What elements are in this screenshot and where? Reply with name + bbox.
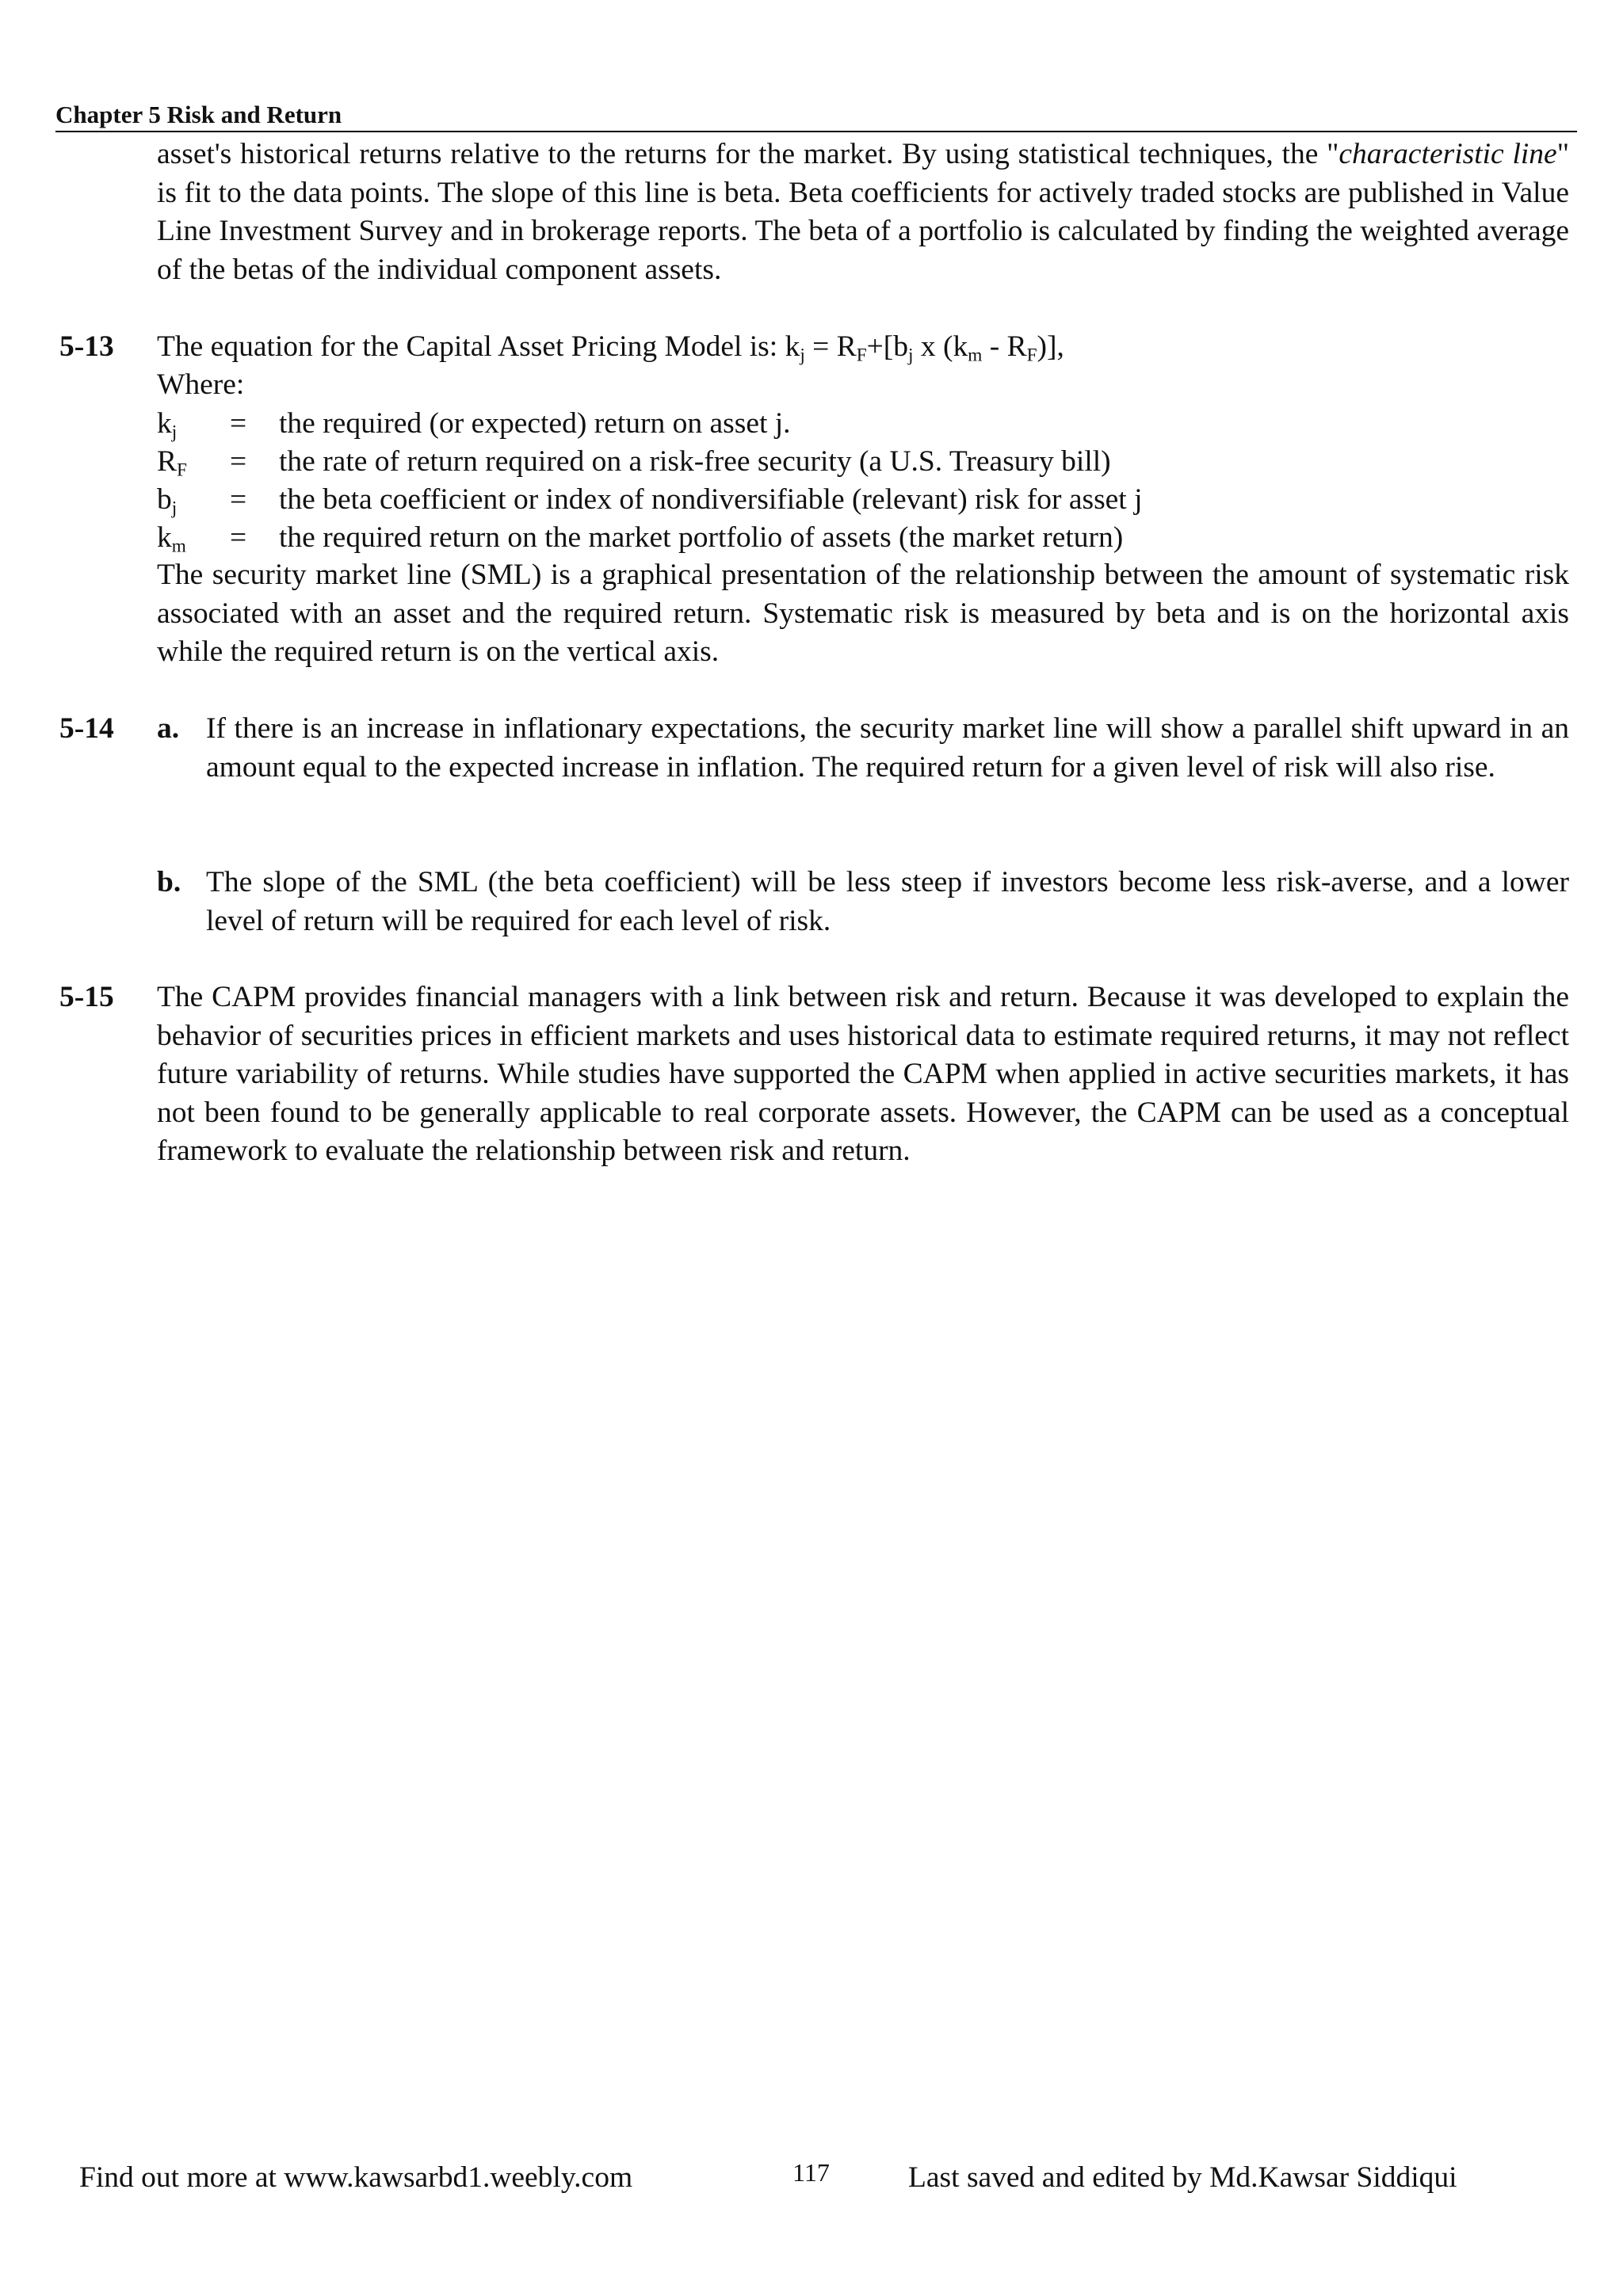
footer-website: Find out more at www.kawsarbd1.weebly.com	[79, 2161, 633, 2194]
chapter-header	[55, 101, 1577, 132]
question-label-5-15: 5-15	[59, 981, 114, 1013]
definition-symbol: $R_F$	[157, 445, 187, 481]
definition-text: the beta coefficient or index of nondiversifiable (relevant) risk for asset j	[279, 483, 1143, 516]
definition-text: the rate of return required on a risk-free security (a U.S. Treasury bill)	[279, 445, 1111, 478]
footer-author: Last saved and edited by Md.Kawsar Siddiqui	[908, 2161, 1457, 2194]
definition-text: the required return on the market portfolio of assets (the market return)	[279, 521, 1124, 554]
sml-paragraph: The security market line (SML) is a graphical presentation of the relationship between the amount of systematic risk associated with an asset and the required return. Systematic risk is measured by beta and is on the horizontal axis while the required return is on the vertical axis.	[157, 559, 1569, 668]
definition-symbol: $k_j$	[157, 407, 178, 443]
definition-text: the required (or expected) return on asset j.	[279, 407, 791, 440]
characteristic-line-term: characteristic line	[1338, 138, 1557, 170]
part-a-label: a.	[157, 712, 180, 745]
intro-paragraph: asset's historical returns relative to the returns for the market. By using statistical techniques, the "characteristic line" is fit to the data points. The slope of this line is beta. Beta coefficients for actively traded stocks are published in Value Line Investment Survey and in brokerage reports. The beta of a portfolio is calculated by finding the weighted average of the betas of the individual component assets.	[157, 138, 1569, 286]
part-b-label: b.	[157, 866, 181, 898]
page-number: 117	[792, 2158, 830, 2187]
definition-symbol: $k_m$	[157, 521, 186, 557]
capm-paragraph: The CAPM provides financial managers with a link between risk and return. Because it was developed to explain the behavior of securities prices in efficient markets and uses historical data to estimate required returns, it may not reflect future variability of returns. While studies have supported the CAPM when applied in active securities markets, it has not been found to be generally applicable to real corporate assets. However, the CAPM can be used as a conceptual framework to evaluate the relationship between risk and return.	[157, 981, 1569, 1167]
part-b-text: The slope of the SML (the beta coefficient) will be less steep if investors become less risk-averse, and a lower level of return will be required for each level of risk.	[206, 866, 1569, 937]
where-label: Where:	[157, 368, 245, 401]
capm-equation: $k_j = R_F+[b_j$ x $(k_m - R_F)$],	[785, 330, 1064, 366]
chapter-title: Chapter 5 Risk and Return	[55, 101, 342, 128]
definition-symbol: $b_j$	[157, 483, 178, 519]
capm-equation-line: The equation for the Capital Asset Pricing Model is: $k_j = R_F+[b_j$ x $(k_m - R_F)$],	[157, 330, 1064, 366]
question-label-5-14: 5-14	[59, 712, 114, 745]
part-a-text: If there is an increase in inflationary expectations, the security market line will show a parallel shift upward in an amount equal to the expected increase in inflation. The required return for a given level of risk will also rise.	[206, 712, 1569, 784]
question-label-5-13: 5-13	[59, 330, 114, 363]
